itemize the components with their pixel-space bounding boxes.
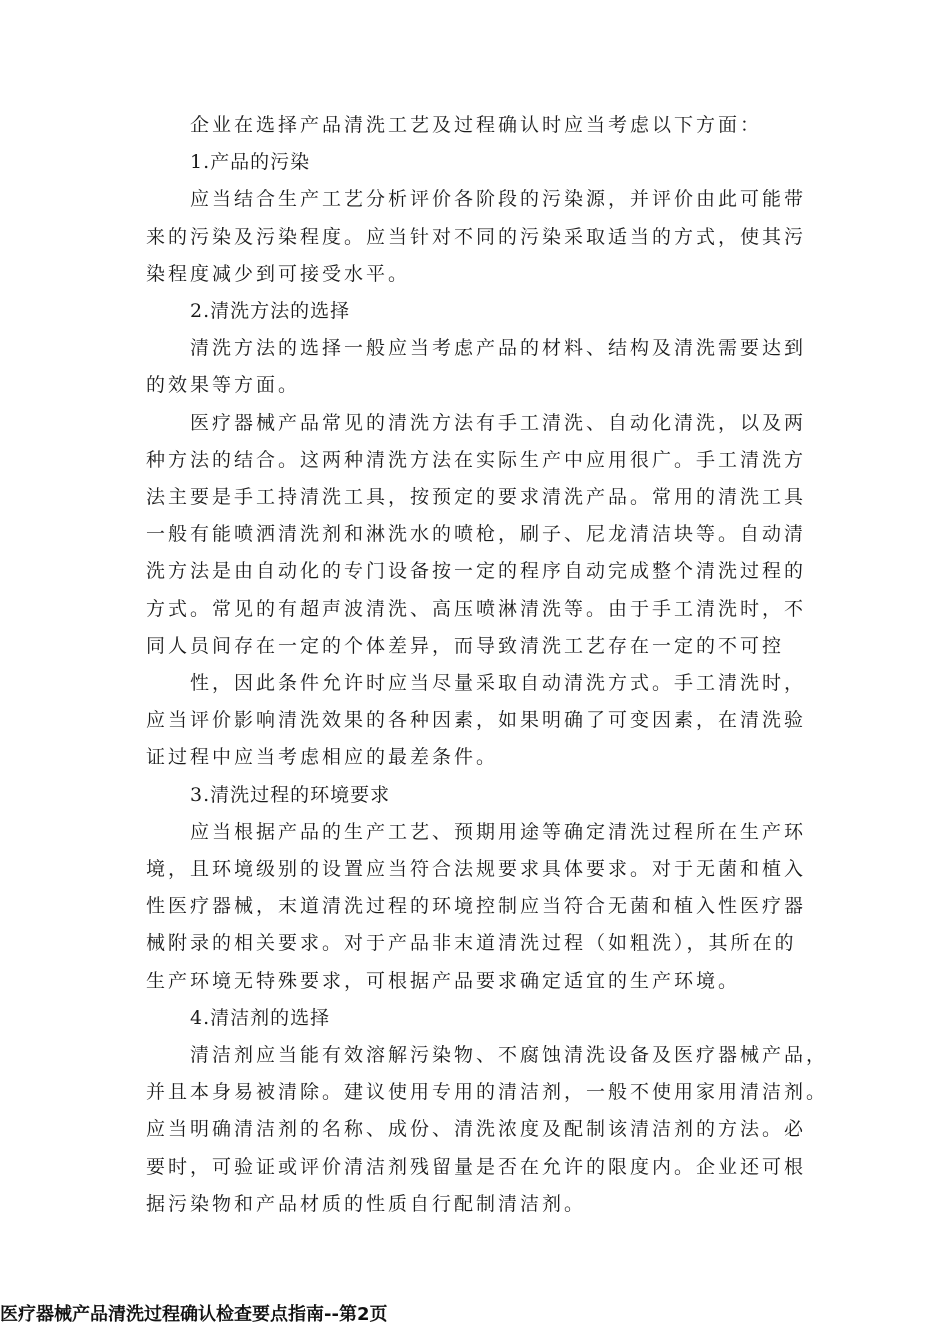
paragraph-line: 应当明确清洁剂的名称、成份、清洗浓度及配制该清洁剂的方法。必 [146,1118,807,1141]
paragraph-line: 清洗方法的选择一般应当考虑产品的材料、结构及清洗需要达到 [190,337,807,360]
paragraph-line: 医疗器械产品常见的清洗方法有手工清洗、自动化清洗，以及两 [190,411,807,434]
section-heading: 1.产品的污染 [190,151,311,174]
paragraph-line: 性医疗器械，末道清洗过程的环境控制应当符合无菌和植入性医疗器 [146,895,807,918]
paragraph-line: 染程度减少到可接受水平。 [146,262,411,285]
paragraph-line: 应当评价影响清洗效果的各种因素，如果明确了可变因素，在清洗验 [146,709,807,732]
paragraph-line: 的效果等方面。 [146,374,301,397]
paragraph-line: 清洁剂应当能有效溶解污染物、不腐蚀清洗设备及医疗器械产品， [190,1044,829,1066]
paragraph-line: 来的污染及污染程度。应当针对不同的污染采取适当的方式，使其污 [146,225,807,248]
paragraph-line: 械附录的相关要求。对于产品非末道清洗过程（如粗洗），其所在的 [146,932,797,955]
paragraph-line: 企业在选择产品清洗工艺及过程确认时应当考虑以下方面： [190,114,763,136]
paragraph-line: 据污染物和产品材质的性质自行配制清洁剂。 [146,1192,587,1215]
paragraph-line: 洗方法是由自动化的专门设备按一定的程序自动完成整个清洗过程的 [146,560,807,583]
paragraph-line: 应当根据产品的生产工艺、预期用途等确定清洗过程所在生产环 [190,820,807,843]
paragraph-line: 性，因此条件允许时应当尽量采取自动清洗方式。手工清洗时， [190,672,807,694]
paragraph-line: 应当结合生产工艺分析评价各阶段的污染源，并评价由此可能带 [190,188,807,211]
section-heading: 3.清洗过程的环境要求 [190,783,391,806]
section-heading: 4.清洁剂的选择 [190,1006,331,1029]
paragraph-line: 证过程中应当考虑相应的最差条件。 [146,746,499,769]
paragraph-line: 要时，可验证或评价清洁剂残留量是否在允许的限度内。企业还可根 [146,1155,807,1178]
paragraph-line: 生产环境无特殊要求，可根据产品要求确定适宜的生产环境。 [146,969,741,992]
paragraph-line: 方式。常见的有超声波清洗、高压喷淋清洗等。由于手工清洗时，不 [146,597,807,620]
paragraph-line: 同人员间存在一定的个体差异，而导致清洗工艺存在一定的不可控 [146,634,785,657]
paragraph-line: 境，且环境级别的设置应当符合法规要求具体要求。对于无菌和植入 [146,858,807,880]
section-heading: 2.清洗方法的选择 [190,300,351,322]
paragraph-line: 并且本身易被清除。建议使用专用的清洁剂，一般不使用家用清洁剂。 [146,1081,829,1104]
paragraph-line: 种方法的结合。这两种清洗方法在实际生产中应用很广。手工清洗方 [146,448,807,471]
paragraph-line: 一般有能喷洒清洗剂和淋洗水的喷枪，刷子、尼龙清洁块等。自动清 [146,523,807,546]
page-footer: 医疗器械产品清洗过程确认检查要点指南--第2页 [0,1304,388,1325]
paragraph-line: 法主要是手工持清洗工具，按预定的要求清洗产品。常用的清洗工具 [146,486,807,508]
